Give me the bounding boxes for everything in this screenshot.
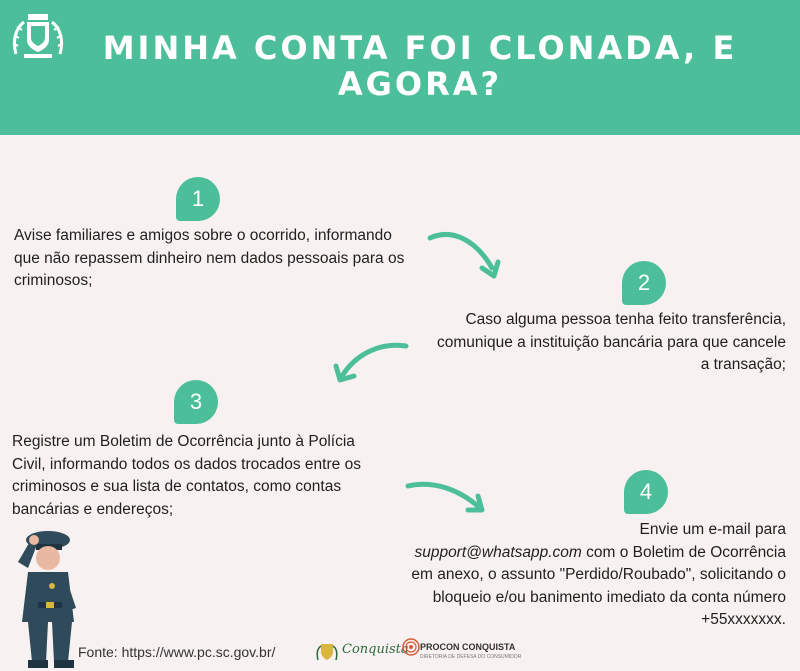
arrow-right-icon bbox=[404, 476, 488, 518]
step-1-badge: 1 bbox=[176, 177, 220, 221]
step-2-badge: 2 bbox=[622, 261, 666, 305]
arrow-left-down-icon bbox=[328, 338, 412, 388]
step-4-text bbox=[400, 519, 786, 632]
procon-logo-subtext: DIRETORIA DE DEFESA DO CONSUMIDOR bbox=[420, 654, 522, 660]
police-officer-illustration bbox=[10, 528, 80, 671]
step-4-text-before: Envie um e-mail para bbox=[639, 521, 786, 538]
header-banner bbox=[0, 0, 800, 135]
source-text: Fonte: https://www.pc.sc.gov.br/ bbox=[78, 644, 276, 660]
arrow-right-down-icon bbox=[424, 228, 504, 284]
step-4-text-after: com o Boletim de Ocorrência em anexo, o assunto "Perdido/Roubado", solicitando o bloqueio e/ou banimento imediato da conta número +55xxxxxxx. bbox=[411, 543, 786, 628]
page-title: MINHA CONTA FOI CLONADA, E AGORA? bbox=[102, 29, 738, 103]
step-3-badge: 3 bbox=[174, 380, 218, 424]
conquista-logo-text: Conquista bbox=[342, 642, 409, 657]
step-2-text: Caso alguma pessoa tenha feito transferência, comunique a instituição bancária para que cancele a transação; bbox=[437, 311, 786, 373]
procon-logo-text: PROCON CONQUISTA bbox=[420, 642, 516, 652]
step-4-badge: 4 bbox=[624, 470, 668, 514]
step-3-text: Registre um Boletim de Ocorrência junto à Polícia Civil, informando todos os dados trocados entre os criminosos e sua lista de contatos, como contas bancárias e endereços; bbox=[12, 433, 361, 518]
city-crest-icon bbox=[10, 10, 66, 62]
support-email: support@whatsapp.com bbox=[414, 543, 582, 561]
conquista-crest-icon bbox=[316, 642, 338, 662]
step-1-text: Avise familiares e amigos sobre o ocorrido, informando que não repassem dinheiro nem dados pessoais para os criminosos; bbox=[14, 227, 405, 289]
procon-logo bbox=[402, 636, 522, 663]
procon-mark-icon bbox=[402, 636, 420, 658]
